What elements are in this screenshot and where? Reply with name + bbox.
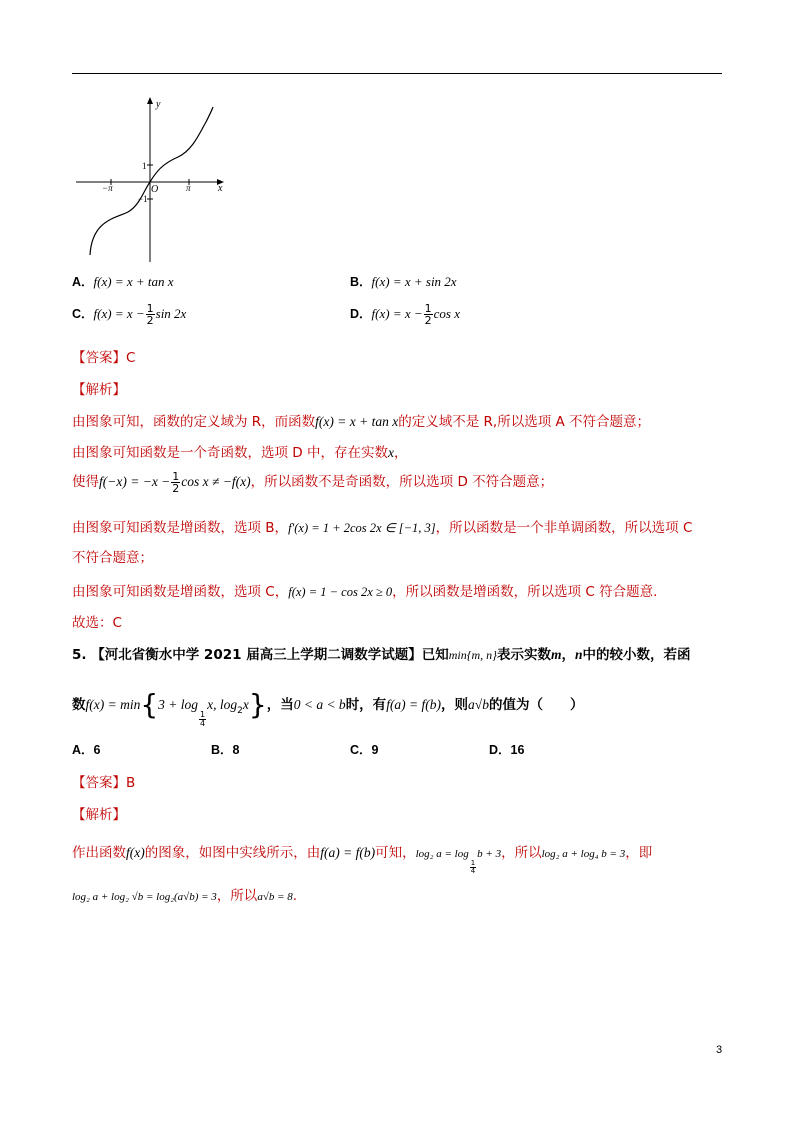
q5-stem-line1: 5. 【河北省衡水中学 2021 届高三上学期二调数学试题】已知min{m, n}表示实数m，n中的较小数，若函	[72, 647, 691, 663]
tick-label-pi: π	[186, 183, 191, 193]
header-rule	[72, 73, 722, 74]
page-number: 3	[716, 1044, 723, 1056]
tick-label-neg1: −1	[138, 194, 148, 204]
q4-option-c: C．f(x) = x − $\frac{1}{2}$ sin 2x	[72, 302, 187, 327]
q5-analysis-line2: log₂ a + log₂ √b = log₂(a√b) = 3，所以a√b = 8.	[72, 888, 298, 904]
q4-analysis-line6: 由图象可知函数是增函数，选项 C，f(x) = 1 − cos 2x ≥ 0，所以函数是增函数，所以选项 C 符合题意.	[72, 584, 658, 600]
q5-stem-line2: 数f(x) = min{3 + log $\frac{1}{4}$ x, $\log_2x$}，当0 < a < b时，有f(a) = f(b)，则a√b的值为（ ）	[72, 688, 584, 728]
q5-analysis-line1: 作出函数f(x)的图象，如图中实线所示，由f(a) = f(b)可知，log₂ a = log $\frac{1}{4}$ b + 3，所以log₂ a + log₄ b = 3，即	[72, 845, 653, 875]
q5-option-c: C．9	[350, 743, 379, 757]
axis-label-x: x	[218, 183, 223, 194]
tick-label-neg-pi: −π	[102, 183, 113, 193]
tick-label-1: 1	[142, 161, 147, 171]
origin-label: O	[151, 184, 159, 195]
function-graph	[68, 92, 238, 267]
q4-option-a: A．f(x) = x + tan x	[72, 274, 174, 289]
q4-analysis-title: 【解析】	[72, 382, 126, 398]
axis-label-y: y	[156, 99, 161, 110]
q4-analysis-line7: 故选：C	[72, 615, 122, 631]
q5-option-d: D．16	[489, 743, 525, 757]
q5-answer: 【答案】B	[72, 775, 136, 791]
q4-answer: 【答案】C	[72, 350, 136, 366]
q4-analysis-line4: 由图象可知函数是增函数，选项 B，f′(x) = 1 + 2cos 2x ∈ [−1, 3]，所以函数是一个非单调函数，所以选项 C	[72, 520, 693, 536]
q4-analysis-line3: 使得f(−x) = −x − $\frac{1}{2}$ cos x ≠ −f(x)，所以函数不是奇函数，所以选项 D 不符合题意；	[72, 469, 554, 495]
q4-option-d: D．f(x) = x − $\frac{1}{2}$ cos x	[350, 302, 460, 327]
q5-option-a: A．6	[72, 743, 101, 757]
q4-option-b: B．f(x) = x + sin 2x	[350, 274, 457, 289]
q4-analysis-line2: 由图象可知函数是一个奇函数，选项 D 中，存在实数x，	[72, 445, 408, 461]
q5-analysis-title: 【解析】	[72, 807, 126, 823]
q4-analysis-line1: 由图象可知，函数的定义域为 R，而函数f(x) = x + tan x的定义域不是 R,所以选项 A 不符合题意；	[72, 414, 651, 430]
q5-option-b: B．8	[211, 743, 240, 757]
q4-analysis-line5: 不符合题意；	[72, 550, 153, 566]
